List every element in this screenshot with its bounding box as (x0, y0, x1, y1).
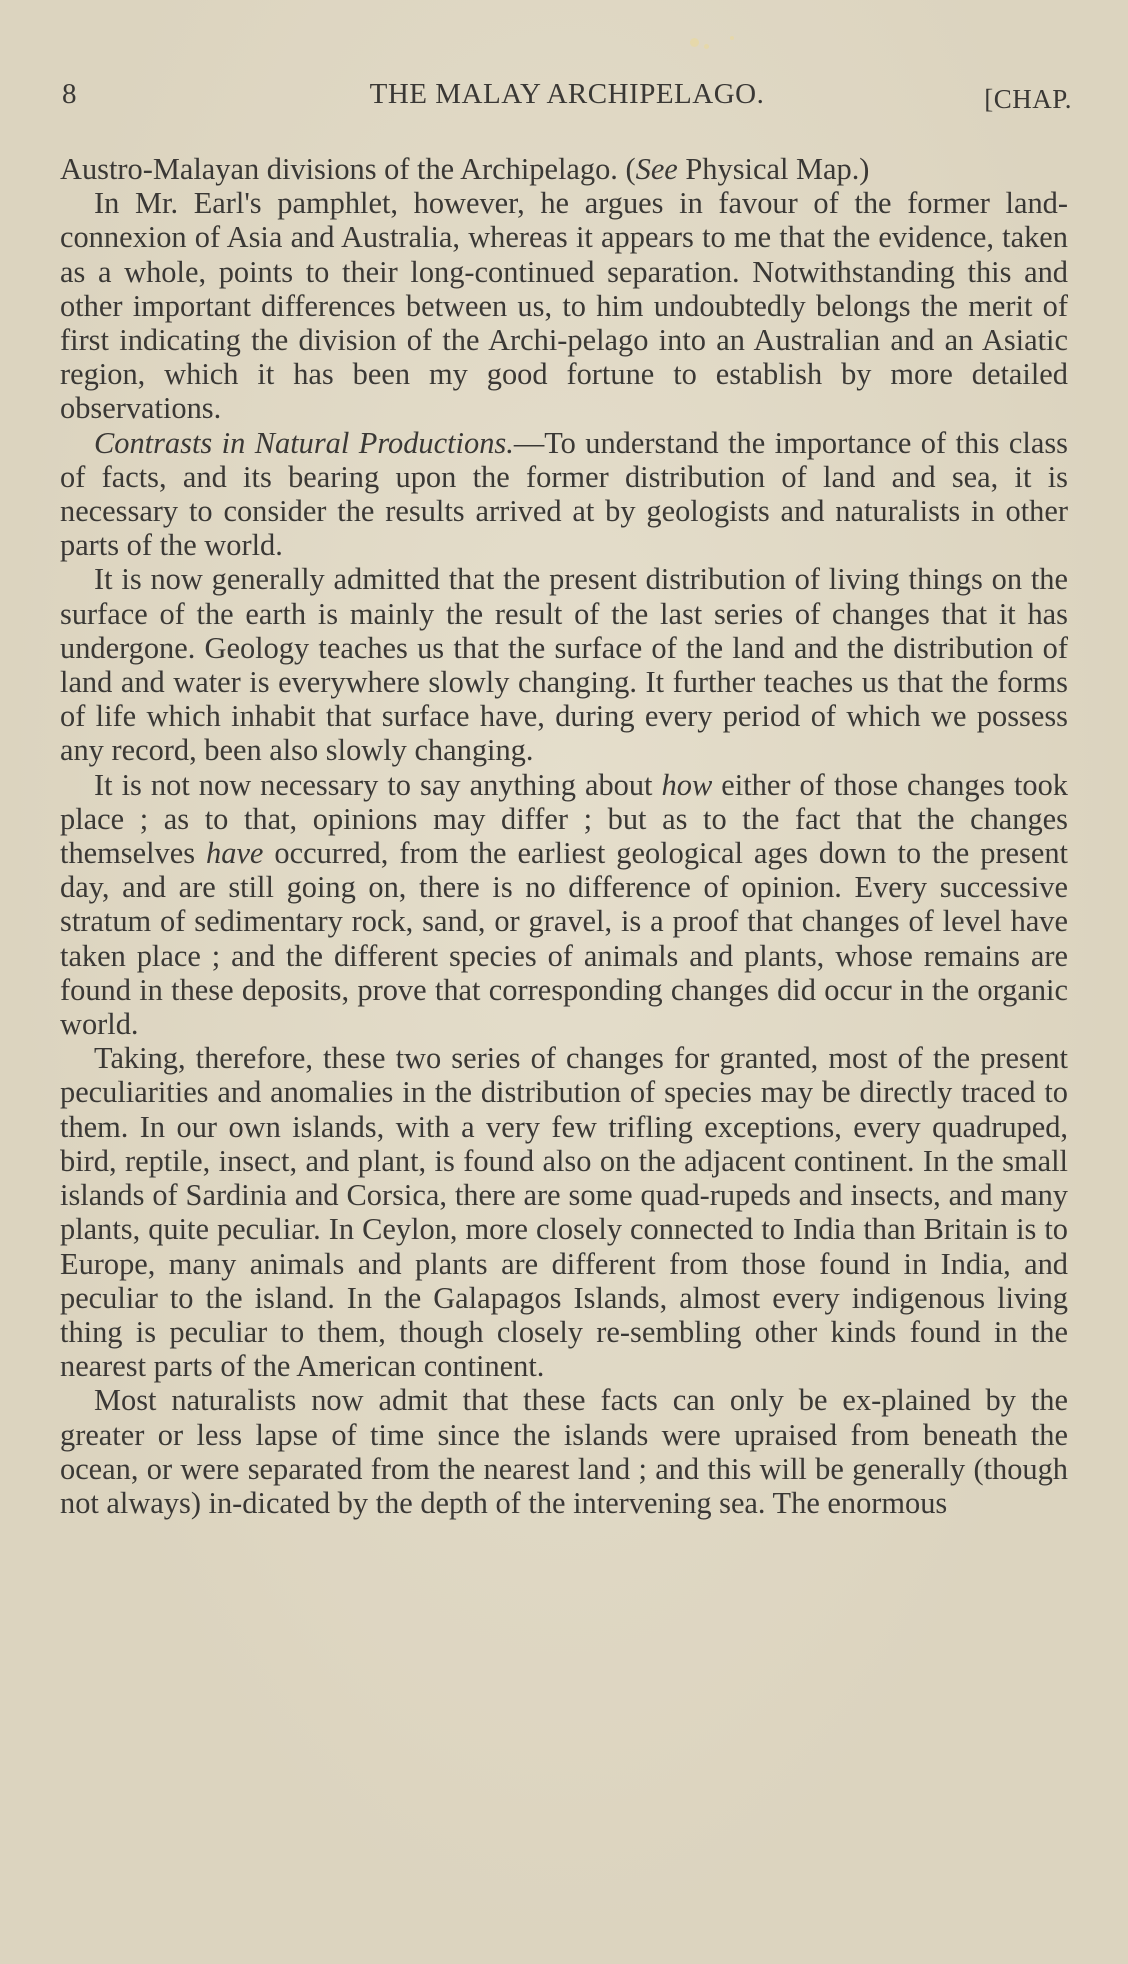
chapter-marker: [CHAP. (984, 84, 1072, 114)
text-run: Physical Map.) (677, 152, 870, 186)
section-heading: Contrasts in Natural Productions. (94, 425, 514, 460)
text-run: either of those changes took place ; as to that, opinions may differ ; but as to the fact that the changes themselves (60, 767, 1068, 871)
paragraph-distribution: It is now generally admitted that the present distribution of living things on the surface of the earth is mainly the result of the last series of changes that it has undergone. Geology teaches us that the surface of the land and the distribution of land and water is everywhere slowly changing. It further teaches us that the forms of life which inhabit that surface have, during every period of which we possess any record, been also slowly changing. (60, 562, 1068, 768)
italic-see: See (635, 152, 678, 186)
text-run: occurred, from the earliest geological ages down to the present day, and are still going on, there is no difference of opinion. Every successive stratum of sedimentary rock, sand, or gravel, is a proof that changes of level have taken place ; and the different species of animals and plants, whose remains are found in these deposits, prove that corresponding changes did occur in the organic world. (60, 836, 1068, 1042)
paper-speck (730, 36, 734, 40)
paper-speck (690, 38, 699, 47)
italic-have: have (206, 836, 264, 871)
paragraph-continuation (60, 152, 1068, 186)
text-run: Austro-Malayan divisions of the Archipelago. ( (60, 152, 636, 186)
page-number: 8 (62, 78, 77, 110)
paragraph-naturalists: Most naturalists now admit that these facts can only be ex-plained by the greater or less lapse of time since the islands were upraised from beneath the ocean, or were separated from the nearest land ; and this will be generally (though not always) in-dicated by the depth of the intervening sea. The enormous (60, 1383, 1068, 1520)
running-header (62, 72, 1072, 112)
paragraph-earl: In Mr. Earl's pamphlet, however, he argues in favour of the former land-connexion of Asia and Australia, whereas it appears to me that the evidence, taken as a whole, points to their long-continued separation. Notwithstanding this and other important differences between us, to him undoubtedly belongs the merit of first indicating the division of the Archi-pelago into an Australian and an Asiatic region, which it has been my good fortune to establish by more detailed observations. (60, 186, 1068, 426)
body-text (60, 152, 1068, 1520)
text-run: —To understand the importance of this class of facts, and its bearing upon the former distribution of land and sea, it is necessary to consider the results arrived at by geologists and naturalists in other parts of the world. (60, 425, 1068, 563)
italic-how: how (661, 767, 713, 802)
paragraph-contrasts (60, 426, 1068, 563)
paragraph-changes (60, 768, 1068, 1042)
text-run: It is not now necessary to say anything about (94, 767, 662, 802)
paragraph-islands: Taking, therefore, these two series of changes for granted, most of the present peculiarities and anomalies in the distribution of species may be directly traced to them. In our own islands, with a very few trifling exceptions, every quadruped, bird, reptile, insect, and plant, is found also on the adjacent continent. In the small islands of Sardinia and Corsica, there are some quad-rupeds and insects, and many plants, quite peculiar. In Ceylon, more closely connected to India than Britain is to Europe, many animals and plants are different from those found in India, and peculiar to the island. In the Galapagos Islands, almost every indigenous living thing is peculiar to them, though closely re-sembling other kinds found in the nearest parts of the American continent. (60, 1041, 1068, 1384)
running-title: THE MALAY ARCHIPELAGO. (369, 78, 765, 110)
paper-speck (704, 44, 709, 49)
